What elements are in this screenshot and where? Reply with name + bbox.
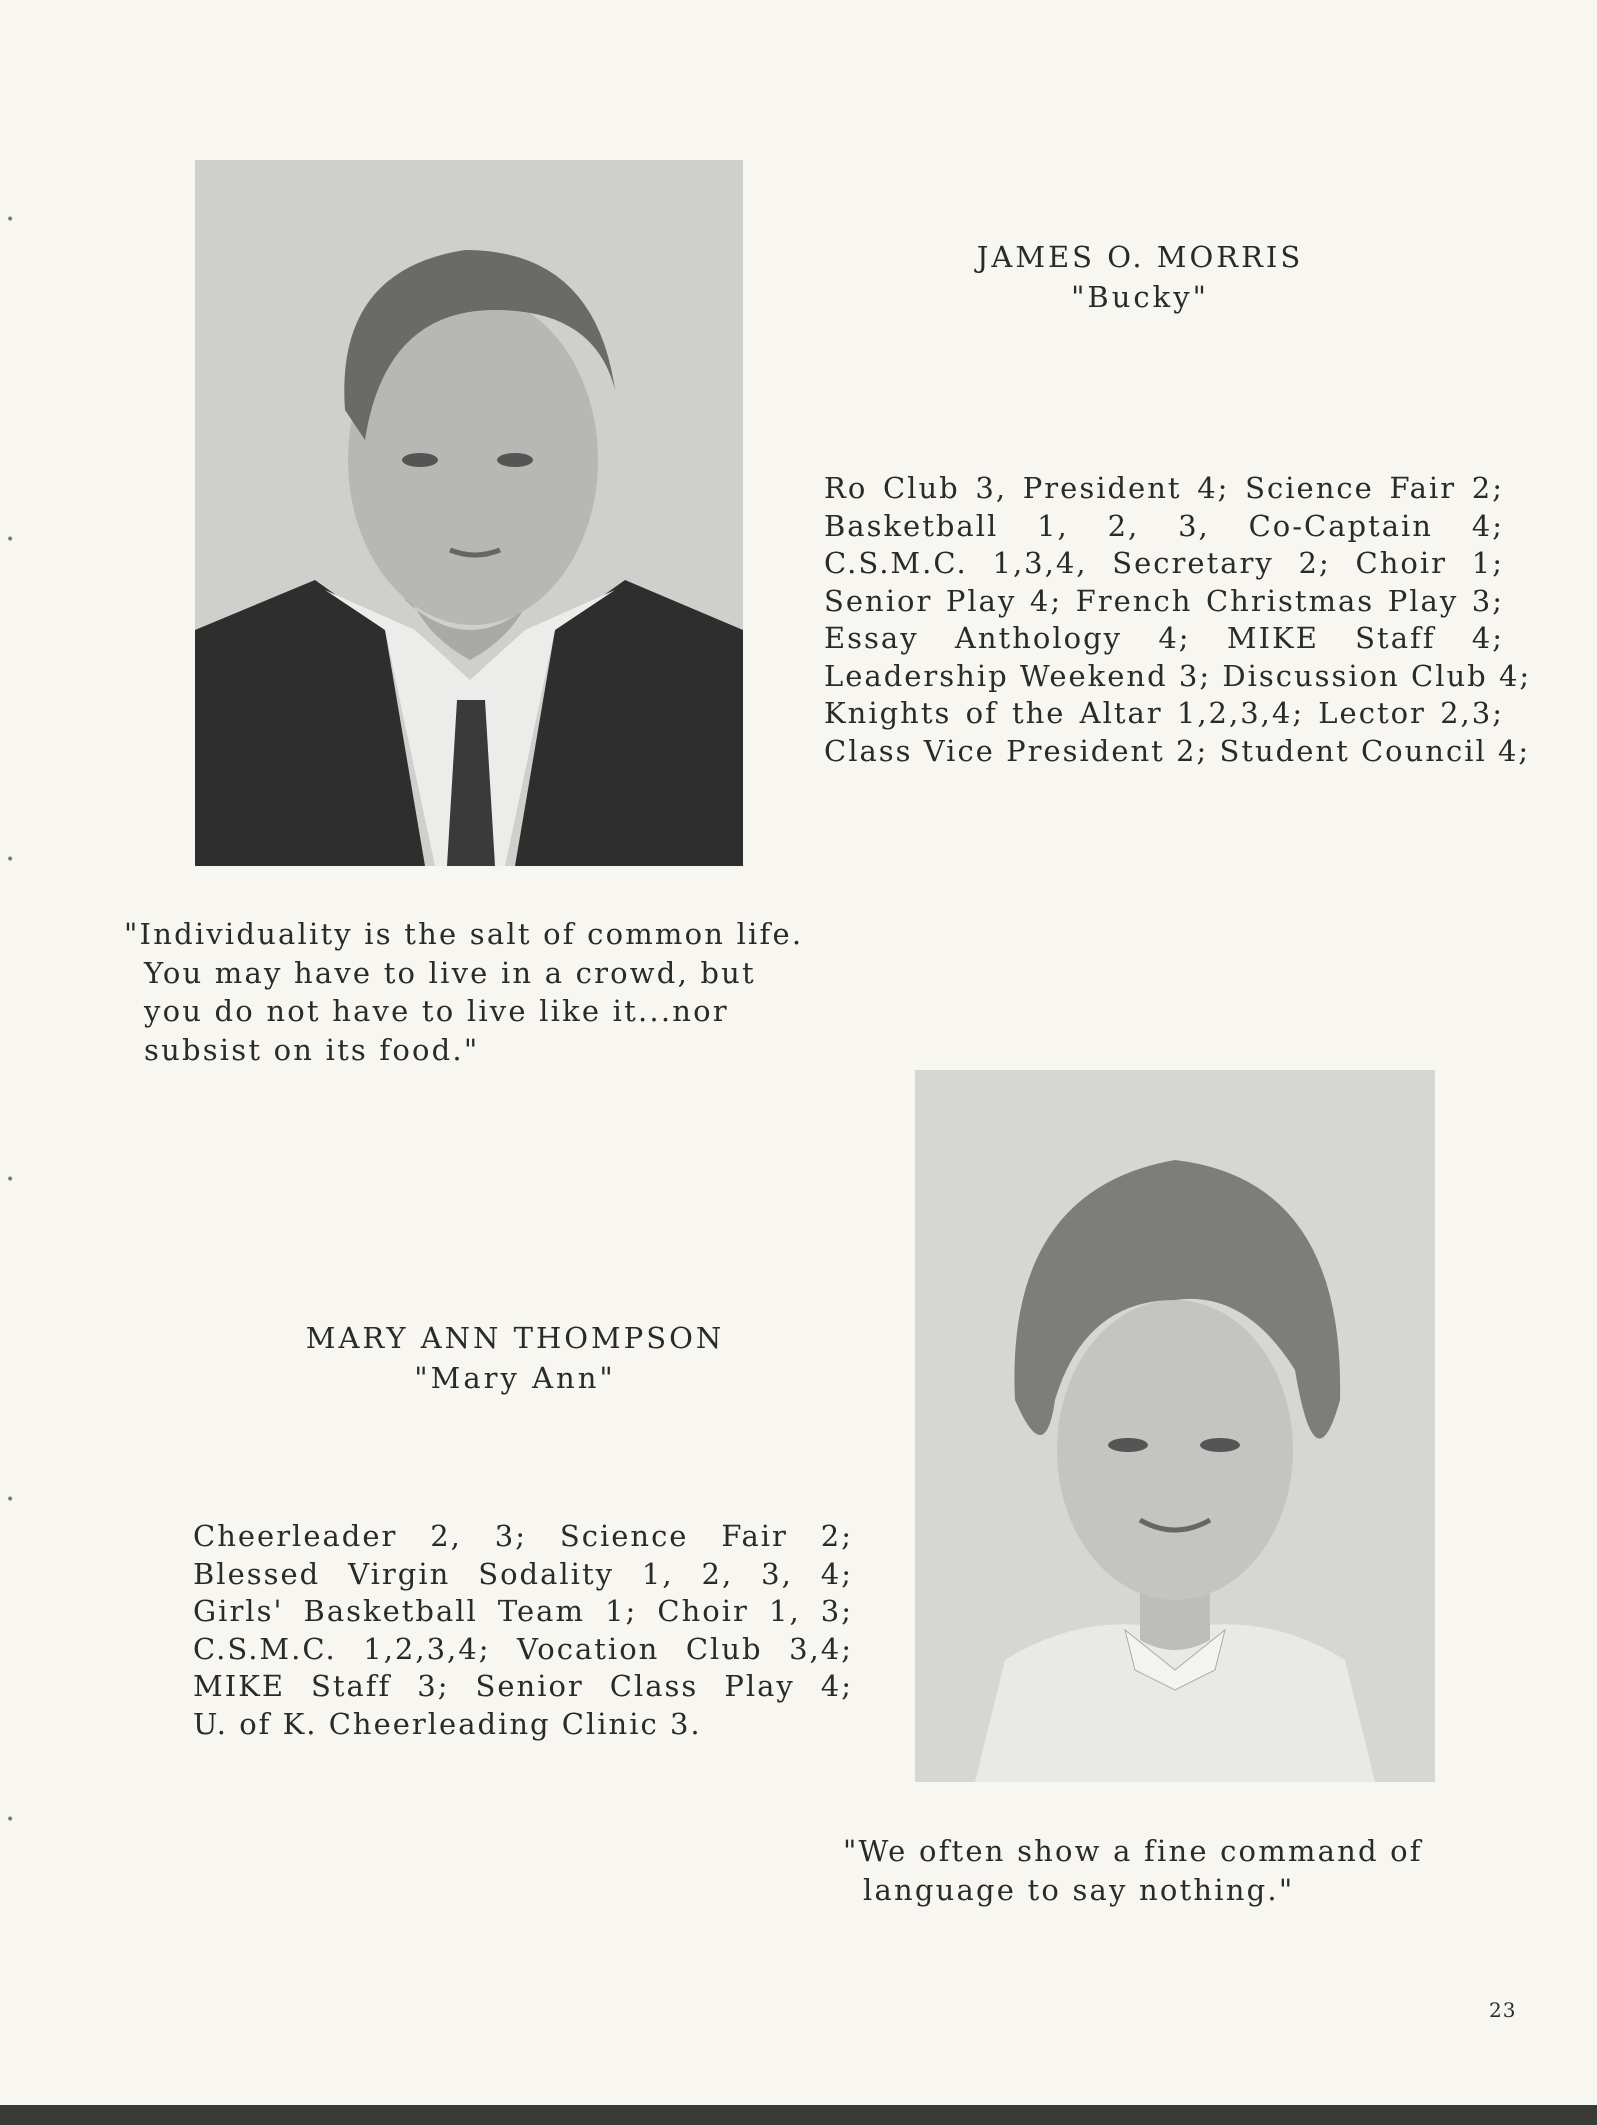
margin-specks: • • • • • • <box>6 212 15 1828</box>
james-quote <box>124 915 844 1069</box>
activity-line: Knights of the Altar 1,2,3,4; Lector 2,3; <box>824 696 1504 730</box>
student-name: JAMES O. MORRIS <box>976 240 1304 274</box>
activity-line: Essay Anthology 4; MIKE Staff 4; <box>824 621 1504 655</box>
activity-line: Class Vice President 2; Student Council 4; <box>824 733 1531 768</box>
mary-ann-thompson-portrait <box>915 1070 1435 1782</box>
quote-line: subsist on its food." <box>144 1032 480 1067</box>
activity-line: Senior Play 4; French Christmas Play 3; <box>824 583 1504 618</box>
quote-line: "Individuality is the salt of common life. <box>124 917 804 951</box>
quote-line: "We often show a fine command of <box>843 1834 1423 1868</box>
page-number: 23 <box>1489 1998 1517 2022</box>
activity-line: C.S.M.C. 1,2,3,4; Vocation Club 3,4; <box>193 1631 853 1666</box>
quote-line: language to say nothing." <box>863 1872 1295 1907</box>
scan-edge <box>0 2105 1597 2125</box>
student-name: MARY ANN THOMPSON <box>305 1321 725 1355</box>
james-morris-portrait <box>195 160 743 866</box>
activity-line: U. of K. Cheerleading Clinic 3. <box>193 1706 702 1741</box>
activity-line: Ro Club 3, President 4; Science Fair 2; <box>824 471 1504 505</box>
activity-line: Basketball 1, 2, 3, Co-Captain 4; <box>824 508 1504 543</box>
activity-line: Cheerleader 2, 3; Science Fair 2; <box>193 1519 853 1553</box>
activity-line: Blessed Virgin Sodality 1, 2, 3, 4; <box>193 1556 853 1591</box>
activity-line: MIKE Staff 3; Senior Class Play 4; <box>193 1669 853 1703</box>
student-nickname: "Mary Ann" <box>414 1361 616 1395</box>
activity-line: Girls' Basketball Team 1; Choir 1, 3; <box>193 1594 853 1628</box>
quote-line: you do not have to live like it...nor <box>144 994 729 1028</box>
mary-ann-quote <box>843 1832 1503 1909</box>
activity-line: Leadership Weekend 3; Discussion Club 4; <box>824 658 1532 693</box>
mary-ann-name-block <box>280 1318 750 1398</box>
mary-ann-activities <box>193 1518 853 1743</box>
james-name-block <box>910 237 1370 317</box>
quote-line: You may have to live in a crowd, but <box>144 955 756 990</box>
student-nickname: "Bucky" <box>1071 280 1209 314</box>
james-activities <box>824 470 1532 770</box>
activity-line: C.S.M.C. 1,3,4, Secretary 2; Choir 1; <box>824 546 1504 580</box>
